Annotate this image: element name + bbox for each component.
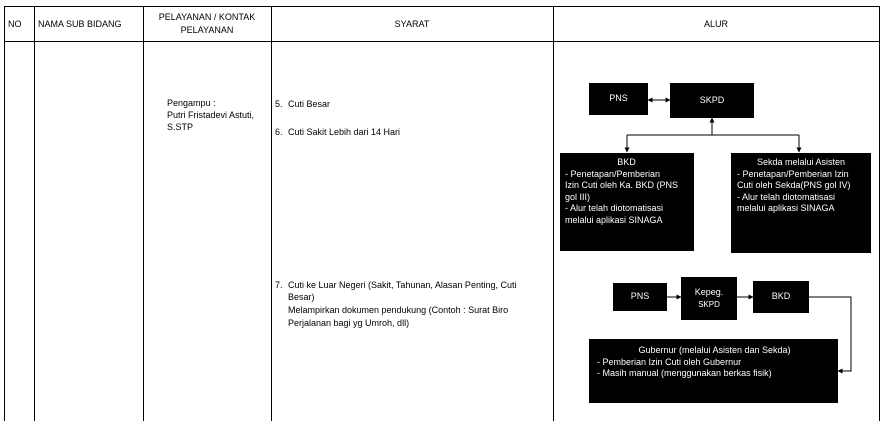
flow1-skpd-label: SKPD (699, 94, 725, 105)
flow1-sekda-line1: - Penetapan/Pemberian Izin (737, 168, 849, 179)
flow2-kepeg-label: Kepeg. (694, 287, 724, 297)
flow1-bkd-line1: - Penetapan/Pemberian (565, 168, 661, 179)
flow2-kepeg-box (681, 277, 737, 320)
syarat-item-7-line3: Melampirkan dokumen pendukung (Contoh : Surat Biro (288, 305, 509, 315)
syarat-item-7-num: 7. (275, 280, 283, 290)
flow1-bkd-line5: melalui aplikasi SINAGA (565, 214, 663, 225)
flow1-bkd-line3: gol III) (565, 191, 591, 202)
flow2-gubernur-box (589, 339, 838, 403)
syarat-item-6-text: Cuti Sakit Lebih dari 14 Hari (288, 127, 401, 137)
syarat-item-5-num: 5. (275, 99, 283, 109)
flow1-sekda-line2: Cuti oleh Sekda(PNS gol IV) (737, 180, 851, 190)
syarat-item-6-num: 6. (275, 127, 283, 137)
pengampu-label: Pengampu : (167, 98, 216, 108)
syarat-item-7-line1: Cuti ke Luar Negeri (Sakit, Tahunan, Alasan Penting, Cuti (288, 280, 517, 290)
flow2-bkd-box (753, 281, 809, 313)
header-syarat: SYARAT (394, 19, 430, 29)
flow1-bkd-line4: - Alur telah diotomatisasi (565, 203, 664, 213)
flow1-bkd-title: BKD (617, 157, 636, 167)
flow2-gubernur-line2: - Masih manual (menggunakan berkas fisik) (597, 368, 772, 378)
flow2-gubernur-line1: - Pemberian Izin Cuti oleh Gubernur (597, 356, 742, 367)
flow1-sekda-title: Sekda melalui Asisten (756, 157, 846, 167)
syarat-item-7-line4: Perjalanan bagi yg Umroh, dll) (288, 318, 410, 328)
flow1-sekda-line3: - Alur telah diotomatisasi (737, 191, 836, 202)
flow2-pns-label: PNS (630, 291, 650, 302)
flow1-bkd-box (560, 153, 694, 251)
flow1-bkd-line2: Izin Cuti oleh Ka. BKD (PNS (565, 180, 679, 190)
pengampu-name-line1: Putri Fristadevi Astuti, (167, 110, 255, 120)
syarat-item-7-line2: Besar) (288, 292, 315, 302)
header-nama-sub-bidang: NAMA SUB BIDANG (38, 19, 122, 29)
flow2-kepeg-sublabel: SKPD (698, 299, 720, 309)
flow2-pns-box (613, 283, 667, 311)
header-alur: ALUR (703, 19, 728, 29)
syarat-item-5-text: Cuti Besar (288, 99, 331, 109)
pengampu-name-line2: S.STP (167, 122, 194, 132)
header-pelayanan-line2: PELAYANAN (180, 25, 234, 35)
flow2-gubernur-title: Gubernur (melalui Asisten dan Sekda) (638, 345, 791, 355)
flow1-sekda-line4: melalui aplikasi SINAGA (737, 203, 835, 213)
header-pelayanan-line1: PELAYANAN / KONTAK (158, 12, 256, 22)
flow1-skpd-box (670, 83, 754, 118)
flow1-pns-label: PNS (609, 93, 628, 104)
flow1-sekda-box (731, 153, 871, 253)
header-no: NO (8, 19, 22, 29)
flow1-pns-box (589, 83, 648, 115)
flow2-bkd-label: BKD (771, 291, 791, 302)
